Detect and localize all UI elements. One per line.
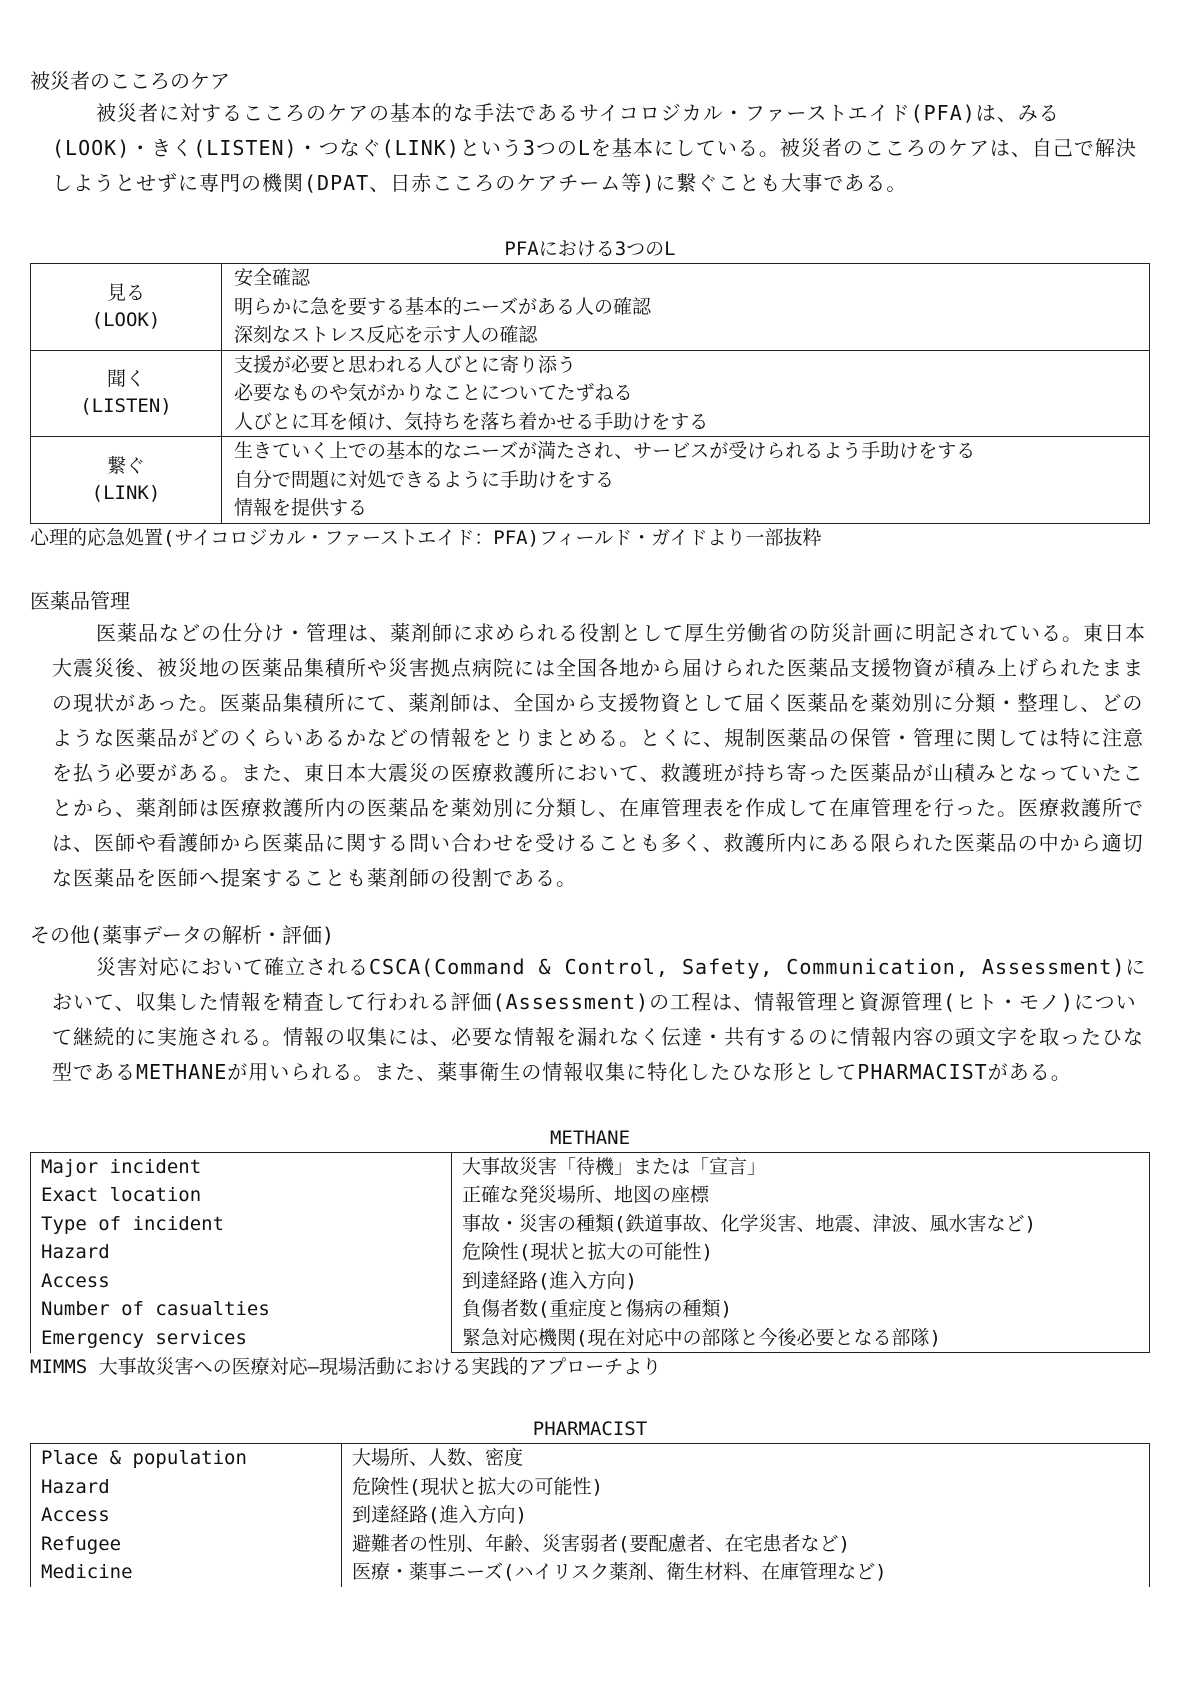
section-heading-other: その他(薬事データの解析・評価) xyxy=(30,922,335,947)
pfa-table-caption: PFAにおける3つのL xyxy=(504,238,676,260)
other-paragraph: 災害対応において確立されるCSCA(Command & Control, Safety, Communication, Assessment)において、収集した情報を精査して行われる評価(Assessment)の工程は、情報管理と資源管理(ヒト・モノ)について継続的に実施される。情報の収集には、必要な情報を漏れなく伝達・共有するのに情報内容の頭文字を取ったひな型であるMETHANEが用いられる。また、薬事衛生の情報収集に特化したひな形としてPHARMACISTがある。 xyxy=(52,954,1147,1084)
document-page xyxy=(30,66,1150,1587)
pfa-table xyxy=(30,263,1150,524)
methane-terms-cell: Major incident Exact location Type of incident Hazard Access Number of casualties Emergency services xyxy=(31,1152,452,1353)
drugs-paragraph: 医薬品などの仕分け・管理は、薬剤師に求められる役割として厚生労働省の防災計画に明記されている。東日本大震災後、被災地の医薬品集積所や災害拠点病院には全国各地から届けられた医薬品支援物資が積み上げられたままの現状があった。医薬品集積所にて、薬剤師は、全国から支援物資として届く医薬品を薬効別に分類・整理し、どのような医薬品がどのくらいあるかなどの情報をとりまとめる。とくに、規制医薬品の保管・管理に関しては特に注意を払う必要がある。また、東日本大震災の医療救護所において、救護班が持ち寄った医薬品が山積みとなっていたことから、薬剤師は医療救護所内の医薬品を薬効別に分類し、在庫管理表を作成して在庫管理を行った。医療救護所では、医師や看護師から医薬品に関する問い合わせを受けることも多く、救護所内にある限られた医薬品の中から適切な医薬品を医師へ提案することも薬剤師の役割である。 xyxy=(52,620,1146,890)
pharmacist-table xyxy=(30,1443,1150,1587)
table-row xyxy=(31,264,1150,351)
care-paragraph: 被災者に対するこころのケアの基本的な手法であるサイコロジカル・ファーストエイド(PFA)は、みる(LOOK)・きく(LISTEN)・つなぐ(LINK)という3つのLを基本にしている。被災者のこころのケアは、自己で解決しようとせずに専門の機関(DPAT、日赤こころのケアチーム等)に繋ぐことも大事である。 xyxy=(52,101,1137,195)
table-row xyxy=(31,437,1150,524)
pharmacist-table-caption: PHARMACIST xyxy=(532,1418,648,1440)
pharmacist-desc-cell: 大場所、人数、密度 危険性(現状と拡大の可能性) 到達経路(進入方向) 避難者の性別、年齢、災害弱者(要配慮者、在宅患者など) 医療・薬事ニーズ(ハイリスク薬剤、衛生材料、在庫管理など) xyxy=(342,1444,1150,1587)
section-heading-drugs: 医薬品管理 xyxy=(30,588,130,613)
methane-desc-cell: 大事故災害「待機」または「宣言」 正確な発災場所、地図の座標 事故・災害の種類(鉄道事故、化学災害、地震、津波、風水害など) 危険性(現状と拡大の可能性) 到達経路(進入方向) 負傷者数(重症度と傷病の種類) 緊急対応機関(現在対応中の部隊と今後必要となる部隊) xyxy=(452,1152,1150,1353)
pfa-key-cell: 繋ぐ (LINK) xyxy=(31,437,222,524)
methane-table-caption: METHANE xyxy=(549,1126,631,1149)
pfa-items-cell: 生きていく上での基本的なニーズが満たされ、サービスが受けられるよう手助けをする 自分で問題に対処できるように手助けをする 情報を提供する xyxy=(222,437,1150,524)
pfa-source-note: 心理的応急処置(サイコロジカル・ファーストエイド：PFA)フィールド・ガイドより一部抜粋 xyxy=(30,526,822,549)
pharmacist-terms-cell: Place & population Hazard Access Refugee Medicine xyxy=(31,1444,342,1587)
table-row xyxy=(31,1444,1150,1587)
section-heading-care: 被災者のこころのケア xyxy=(30,69,230,93)
pfa-items-cell: 安全確認 明らかに急を要する基本的ニーズがある人の確認 深刻なストレス反応を示す人の確認 xyxy=(222,264,1150,351)
pfa-key-cell: 見る (LOOK) xyxy=(31,264,222,351)
table-row xyxy=(31,1152,1150,1353)
pfa-items-cell: 支援が必要と思われる人びとに寄り添う 必要なものや気がかりなことについてたずねる 人びとに耳を傾け、気持ちを落ち着かせる手助けをする xyxy=(222,350,1150,437)
methane-source-note: MIMMS 大事故災害への医療対応—現場活動における実践的アプローチより xyxy=(30,1356,662,1378)
methane-table xyxy=(30,1152,1150,1354)
pfa-key-cell: 聞く (LISTEN) xyxy=(31,350,222,437)
table-row xyxy=(31,350,1150,437)
